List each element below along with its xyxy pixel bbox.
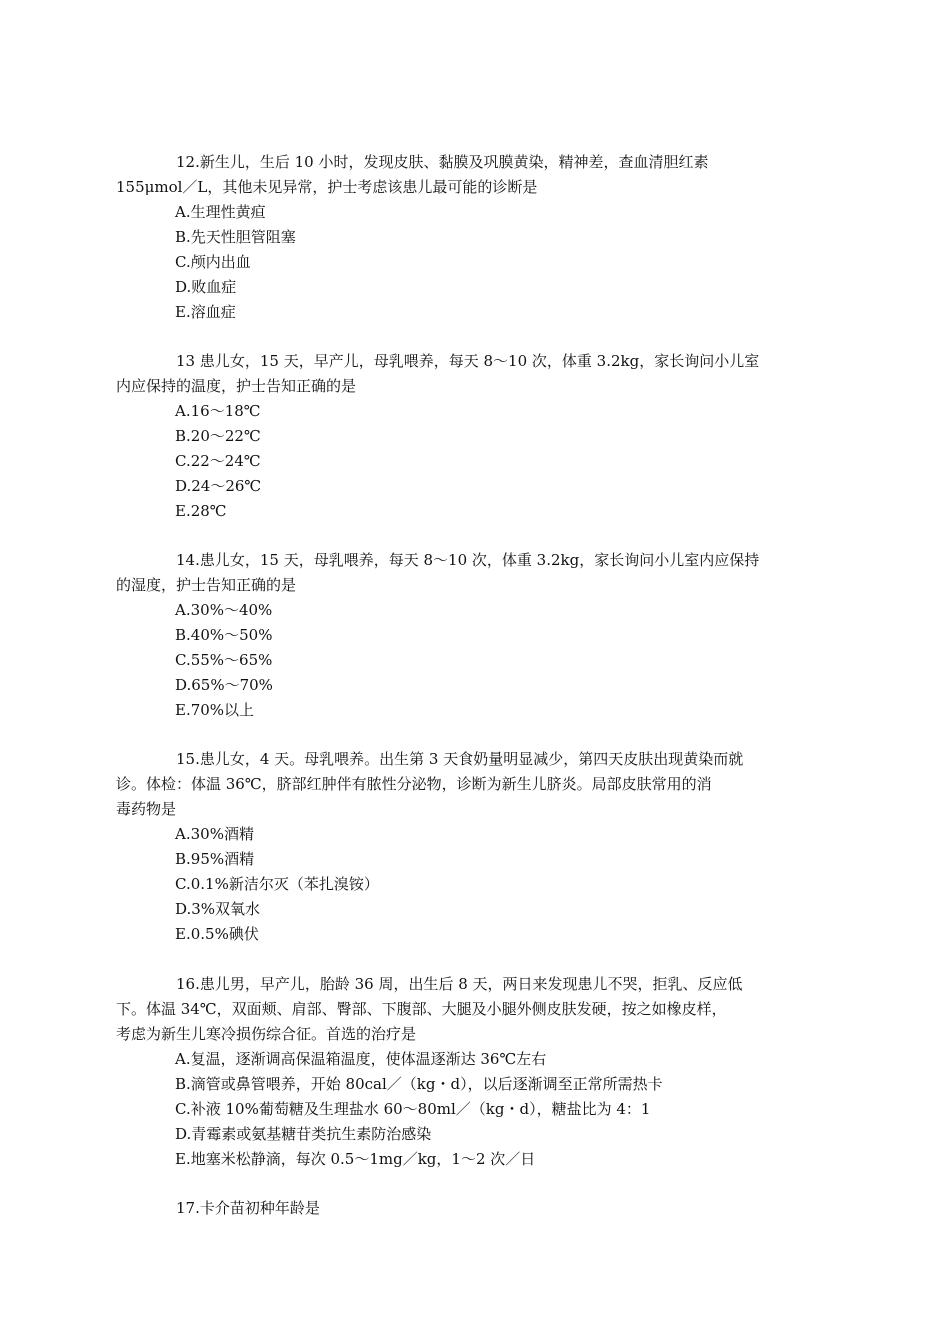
question-stem: [116, 150, 806, 200]
option-list: [146, 598, 806, 723]
stem-line: 的湿度，护士告知正确的是: [116, 576, 297, 594]
stem-line: 17.卡介苗初种年龄是: [176, 1199, 320, 1217]
option-list: [146, 1047, 806, 1172]
question-stem: [116, 972, 806, 1047]
option-a: A.生理性黄疸: [175, 203, 266, 221]
stem-line: 毒药物是: [116, 800, 177, 818]
option-c: C.0.1%新洁尔灭（苯扎溴铵）: [175, 875, 379, 893]
option-a: A.30%～40%: [175, 601, 273, 619]
stem-line: 诊。体检：体温 36℃，脐部红肿伴有脓性分泌物，诊断为新生儿脐炎。局部皮肤常用的消: [116, 775, 712, 793]
question-14: [116, 548, 806, 723]
option-b: B.先天性胆管阻塞: [175, 228, 296, 246]
option-b: B.滴管或鼻管喂养，开始 80cal／（kg・d），以后逐渐调至正常所需热卡: [175, 1075, 663, 1093]
stem-line: 15.患儿女，4 天。母乳喂养。出生第 3 天食奶量明显减少，第四天皮肤出现黄染而就: [176, 750, 744, 768]
question-12: [116, 150, 806, 325]
option-a: A.复温，逐渐调高保温箱温度，使体温逐渐达 36℃左右: [175, 1050, 547, 1068]
option-list: [146, 200, 806, 325]
option-a: A.30%酒精: [175, 825, 254, 843]
question-16: [116, 972, 806, 1172]
option-b: B.20～22℃: [175, 427, 261, 445]
stem-line: 155μmol／L，其他未见异常，护士考虑该患儿最可能的诊断是: [116, 178, 538, 196]
question-15: [116, 747, 806, 947]
question-17: [146, 1196, 806, 1221]
stem-line: 下。体温 34℃，双面颊、肩部、臀部、下腹部、大腿及小腿外侧皮肤发硬，按之如橡皮样，: [116, 1000, 727, 1018]
stem-line: 14.患儿女，15 天，母乳喂养，每天 8～10 次，体重 3.2kg，家长询问小儿室内应保持: [176, 551, 760, 569]
option-list: [146, 399, 806, 524]
question-stem: [116, 349, 806, 399]
option-list: [146, 822, 806, 947]
option-d: D.青霉素或氨基糖苷类抗生素防治感染: [175, 1125, 432, 1143]
option-d: D.65%～70%: [175, 676, 273, 694]
stem-line: 16.患儿男，早产儿，胎龄 36 周，出生后 8 天，两日来发现患儿不哭，拒乳、反应低: [176, 975, 743, 993]
stem-line: 13 患儿女，15 天，早产儿，母乳喂养，每天 8～10 次，体重 3.2kg，家长询问小儿室: [176, 352, 760, 370]
option-e: E.28℃: [175, 502, 227, 520]
stem-line: 考虑为新生儿寒冷损伤综合征。首选的治疗是: [116, 1025, 417, 1043]
question-13: [116, 349, 806, 524]
option-c: C.补液 10%葡萄糖及生理盐水 60～80ml／（kg・d），糖盐比为 4：1: [175, 1100, 651, 1118]
stem-line: 内应保持的温度，护士告知正确的是: [116, 377, 357, 395]
option-e: E.溶血症: [175, 303, 236, 321]
question-stem: [116, 548, 806, 598]
option-c: C.22～24℃: [175, 452, 261, 470]
question-stem: [116, 747, 806, 822]
option-e: E.地塞米松静滴，每次 0.5～1mg／kg，1～2 次／日: [175, 1150, 536, 1168]
option-d: D.败血症: [175, 278, 237, 296]
option-c: C.55%～65%: [175, 651, 273, 669]
question-stem: [146, 1196, 806, 1221]
option-e: E.0.5%碘伏: [175, 925, 259, 943]
option-b: B.95%酒精: [175, 850, 255, 868]
stem-line: 12.新生儿，生后 10 小时，发现皮肤、黏膜及巩膜黄染，精神差，查血清胆红素: [176, 153, 709, 171]
option-d: D.24～26℃: [175, 477, 262, 495]
option-b: B.40%～50%: [175, 626, 273, 644]
option-a: A.16～18℃: [175, 402, 261, 420]
option-e: E.70%以上: [175, 701, 255, 719]
option-c: C.颅内出血: [175, 253, 251, 271]
option-d: D.3%双氧水: [175, 900, 261, 918]
